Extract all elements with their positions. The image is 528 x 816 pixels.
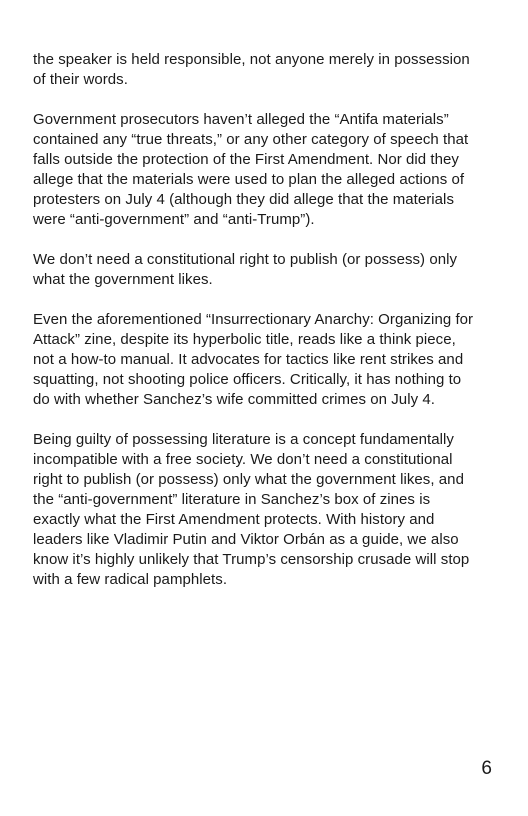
page-body: [33, 50, 478, 610]
paragraph-5: Being guilty of possessing literature is a concept fundamentally incompatible with a free society. We don’t need a constitutional right to publish (or possess) only what the government likes, and the “anti-government” literature in Sanchez’s box of zines is exactly what the First Amendment protects. With history and leaders like Vladimir Putin and Viktor Orbán as a guide, we also know it’s highly unlikely that Trump’s censorship crusade will stop with a few radical pamphlets.: [33, 431, 470, 588]
paragraph-1: the speaker is held responsible, not anyone merely in possession of their words.: [33, 51, 470, 88]
page-number: 6: [481, 758, 492, 779]
paragraph-4: Even the aforementioned “Insurrectionary Anarchy: Organizing for Attack” zine, despite its hyperbolic title, reads like a think piece, not a how-to manual. It advocates for tactics like rent strikes and squatting, not shooting police officers. Critically, it has nothing to do with whether Sanchez’s wife committed crimes on July 4.: [33, 311, 474, 408]
paragraph-2: Government prosecutors haven’t alleged the “Antifa materials” contained any “true threats,” or any other category of speech that falls outside the protection of the First Amendment. Nor did they allege that the materials were used to plan the alleged actions of protesters on July 4 (although they did allege that the materials were “anti-government” and “anti-Trump”).: [33, 111, 469, 228]
paragraph-3: We don’t need a constitutional right to publish (or possess) only what the government likes.: [33, 251, 458, 288]
